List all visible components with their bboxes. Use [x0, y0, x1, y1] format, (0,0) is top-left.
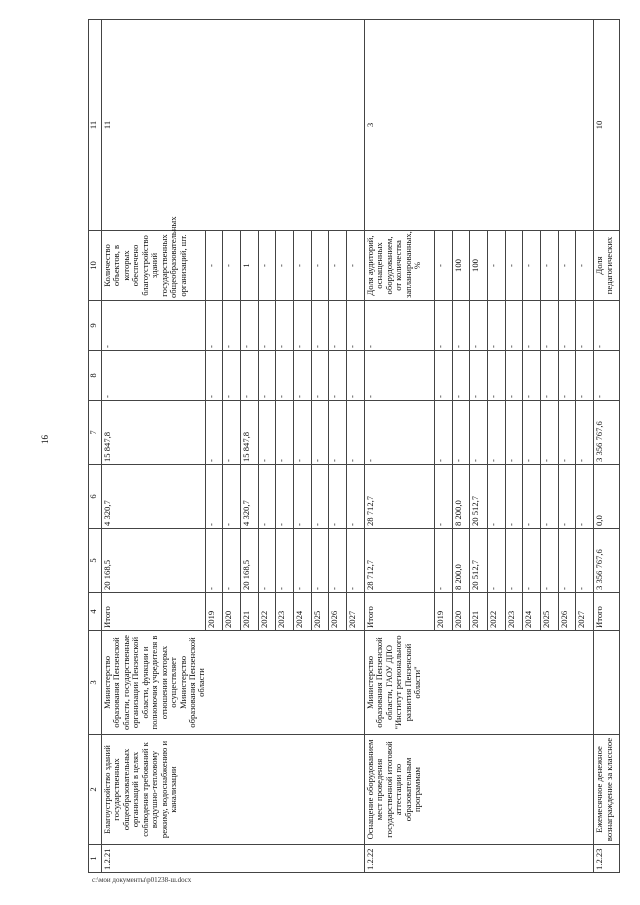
- page-number: 16: [40, 435, 50, 444]
- federal-budget: -: [347, 401, 365, 465]
- local-budget: -: [258, 351, 276, 401]
- total-funding: -: [576, 529, 594, 593]
- header-cell: 6: [89, 465, 102, 529]
- indicator-value: -: [523, 231, 541, 301]
- total-funding: -: [435, 529, 453, 593]
- local-budget: -: [205, 351, 223, 401]
- federal-budget: -: [223, 401, 241, 465]
- federal-budget: -: [452, 401, 470, 465]
- federal-budget: -: [294, 401, 312, 465]
- other-sources: -: [364, 301, 434, 351]
- table-row: [594, 20, 620, 873]
- year-cell: 2026: [558, 593, 576, 631]
- federal-budget: -: [311, 401, 329, 465]
- federal-budget: -: [558, 401, 576, 465]
- total-funding: 3 356 767,6: [594, 529, 620, 593]
- measure-name: Ежемесячное денежное вознаграждение за классное: [594, 735, 620, 845]
- other-sources: -: [258, 301, 276, 351]
- indicator-value: 100: [452, 231, 470, 301]
- indicator-value: -: [541, 231, 559, 301]
- header-cell: 7: [89, 401, 102, 465]
- federal-budget: -: [488, 401, 506, 465]
- federal-budget: 15 847,8: [101, 401, 205, 465]
- year-cell: 2021: [241, 593, 259, 631]
- table-row: [101, 20, 205, 873]
- year-cell: 2025: [541, 593, 559, 631]
- total-funding: -: [311, 529, 329, 593]
- regional-budget: 4 320,7: [101, 465, 205, 529]
- other-sources: -: [541, 301, 559, 351]
- federal-budget: -: [435, 401, 453, 465]
- other-sources: -: [435, 301, 453, 351]
- total-funding: -: [223, 529, 241, 593]
- local-budget: -: [452, 351, 470, 401]
- program-table: [88, 19, 620, 873]
- header-cell: 5: [89, 529, 102, 593]
- year-cell: 2023: [276, 593, 294, 631]
- federal-budget: -: [329, 401, 347, 465]
- local-budget: -: [223, 351, 241, 401]
- local-budget: -: [488, 351, 506, 401]
- row-number: 1.2.23: [594, 845, 620, 873]
- year-cell: 2025: [311, 593, 329, 631]
- other-sources: -: [505, 301, 523, 351]
- header-cell: 11: [89, 20, 102, 231]
- executor: [594, 631, 620, 735]
- federal-budget: -: [576, 401, 594, 465]
- year-cell: 2021: [470, 593, 488, 631]
- regional-budget: -: [576, 465, 594, 529]
- indicator-value: -: [311, 231, 329, 301]
- total-funding: -: [523, 529, 541, 593]
- indicator-value: 1: [241, 231, 259, 301]
- total-funding: 20 168,5: [101, 529, 205, 593]
- local-budget: -: [558, 351, 576, 401]
- total-funding: -: [329, 529, 347, 593]
- rotated-table-container: [88, 20, 620, 873]
- other-sources: -: [294, 301, 312, 351]
- other-sources: -: [488, 301, 506, 351]
- year-cell: 2019: [435, 593, 453, 631]
- indicator-value: -: [347, 231, 365, 301]
- year-cell: 2023: [505, 593, 523, 631]
- year-cell: 2024: [294, 593, 312, 631]
- regional-budget: -: [558, 465, 576, 529]
- other-sources: -: [576, 301, 594, 351]
- regional-budget: 0,0: [594, 465, 620, 529]
- local-budget: -: [329, 351, 347, 401]
- indicator-ref: 3: [364, 20, 593, 231]
- other-sources: -: [594, 301, 620, 351]
- local-budget: -: [241, 351, 259, 401]
- other-sources: -: [523, 301, 541, 351]
- federal-budget: -: [523, 401, 541, 465]
- year-cell: 2020: [452, 593, 470, 631]
- footer-path: c:\мои документы\р01238-ш.docx: [92, 876, 192, 884]
- other-sources: -: [470, 301, 488, 351]
- indicator-ref: 11: [101, 20, 364, 231]
- header-cell: 1: [89, 845, 102, 873]
- federal-budget: -: [505, 401, 523, 465]
- indicator-value: -: [558, 231, 576, 301]
- federal-budget: 3 356 767,6: [594, 401, 620, 465]
- total-funding: -: [488, 529, 506, 593]
- local-budget: -: [294, 351, 312, 401]
- federal-budget: -: [541, 401, 559, 465]
- total-funding: -: [205, 529, 223, 593]
- year-cell: 2019: [205, 593, 223, 631]
- local-budget: -: [276, 351, 294, 401]
- measure-name: Благоустройство зданий государственных общеобразовательных организаций в целях соблюдения требований к воздушно-тепловому режиму, водоснабжению и канализации: [101, 735, 364, 845]
- local-budget: -: [576, 351, 594, 401]
- row-number: 1.2.21: [101, 845, 364, 873]
- header-cell: 8: [89, 351, 102, 401]
- executor: Министерство образования Пензенской области, государственные организации Пензенской области, функции и полномочия учредителя в отношении которых осуществляет Министерство образования Пензенской области: [101, 631, 364, 735]
- indicator-value: -: [276, 231, 294, 301]
- year-cell: Итого: [364, 593, 434, 631]
- local-budget: -: [101, 351, 205, 401]
- year-cell: 2027: [576, 593, 594, 631]
- year-cell: 2020: [223, 593, 241, 631]
- indicator-value: 100: [470, 231, 488, 301]
- year-cell: Итого: [594, 593, 620, 631]
- local-budget: -: [594, 351, 620, 401]
- indicator-value: -: [576, 231, 594, 301]
- regional-budget: -: [205, 465, 223, 529]
- header-row: [89, 20, 102, 873]
- indicator-value: -: [294, 231, 312, 301]
- header-cell: 2: [89, 735, 102, 845]
- total-funding: 28 712,7: [364, 529, 434, 593]
- other-sources: -: [276, 301, 294, 351]
- indicator-ref: 10: [594, 20, 620, 231]
- other-sources: -: [223, 301, 241, 351]
- regional-budget: 28 712,7: [364, 465, 434, 529]
- local-budget: -: [435, 351, 453, 401]
- indicator-value: -: [435, 231, 453, 301]
- other-sources: -: [241, 301, 259, 351]
- other-sources: -: [558, 301, 576, 351]
- regional-budget: -: [505, 465, 523, 529]
- regional-budget: 4 320,7: [241, 465, 259, 529]
- indicator-value: -: [329, 231, 347, 301]
- total-funding: -: [505, 529, 523, 593]
- header-cell: 3: [89, 631, 102, 735]
- other-sources: -: [347, 301, 365, 351]
- indicator-value: -: [223, 231, 241, 301]
- indicator-name: Доля педагогических: [594, 231, 620, 301]
- regional-budget: -: [435, 465, 453, 529]
- indicator-value: -: [205, 231, 223, 301]
- indicator-value: -: [258, 231, 276, 301]
- federal-budget: -: [470, 401, 488, 465]
- indicator-value: -: [488, 231, 506, 301]
- total-funding: -: [558, 529, 576, 593]
- header-cell: 9: [89, 301, 102, 351]
- year-cell: 2027: [347, 593, 365, 631]
- local-budget: -: [364, 351, 434, 401]
- total-funding: 20 168,5: [241, 529, 259, 593]
- regional-budget: -: [294, 465, 312, 529]
- total-funding: 20 512,7: [470, 529, 488, 593]
- table-row: [364, 20, 434, 873]
- regional-budget: -: [223, 465, 241, 529]
- total-funding: -: [541, 529, 559, 593]
- year-cell: Итого: [101, 593, 205, 631]
- regional-budget: -: [347, 465, 365, 529]
- regional-budget: -: [488, 465, 506, 529]
- local-budget: -: [311, 351, 329, 401]
- regional-budget: -: [276, 465, 294, 529]
- row-number: 1.2.22: [364, 845, 593, 873]
- total-funding: -: [258, 529, 276, 593]
- local-budget: -: [523, 351, 541, 401]
- year-cell: 2024: [523, 593, 541, 631]
- total-funding: -: [347, 529, 365, 593]
- other-sources: -: [452, 301, 470, 351]
- other-sources: -: [311, 301, 329, 351]
- regional-budget: -: [311, 465, 329, 529]
- federal-budget: -: [364, 401, 434, 465]
- federal-budget: -: [205, 401, 223, 465]
- local-budget: -: [347, 351, 365, 401]
- federal-budget: -: [276, 401, 294, 465]
- total-funding: -: [276, 529, 294, 593]
- total-funding: -: [294, 529, 312, 593]
- indicator-value: -: [505, 231, 523, 301]
- local-budget: -: [541, 351, 559, 401]
- year-cell: 2026: [329, 593, 347, 631]
- regional-budget: 20 512,7: [470, 465, 488, 529]
- total-funding: 8 200,0: [452, 529, 470, 593]
- header-cell: 4: [89, 593, 102, 631]
- executor: Министерство образования Пензенской области, ГАОУ ДПО "Институт регионального развития Пензенской области": [364, 631, 593, 735]
- regional-budget: 8 200,0: [452, 465, 470, 529]
- other-sources: -: [205, 301, 223, 351]
- header-cell: 10: [89, 231, 102, 301]
- local-budget: -: [470, 351, 488, 401]
- federal-budget: 15 847,8: [241, 401, 259, 465]
- regional-budget: -: [541, 465, 559, 529]
- other-sources: -: [329, 301, 347, 351]
- indicator-name: Количество объектов, в которых обеспечено благоустройство зданий государственных общеобразовательных организаций, шт.: [101, 231, 205, 301]
- indicator-name: Доля аудиторий, оснащенных оборудованием, от количества запланированных, %: [364, 231, 434, 301]
- other-sources: -: [101, 301, 205, 351]
- regional-budget: -: [523, 465, 541, 529]
- regional-budget: -: [329, 465, 347, 529]
- federal-budget: -: [258, 401, 276, 465]
- year-cell: 2022: [258, 593, 276, 631]
- local-budget: -: [505, 351, 523, 401]
- regional-budget: -: [258, 465, 276, 529]
- year-cell: 2022: [488, 593, 506, 631]
- measure-name: Оснащение оборудованием мест проведения государственной итоговой аттестации по образовательным программам: [364, 735, 593, 845]
